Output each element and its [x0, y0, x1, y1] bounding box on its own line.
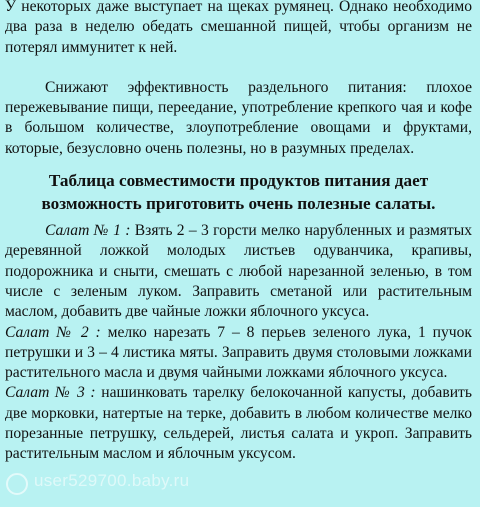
- intro-paragraph: У некоторых даже выступает на щеках румянец. Однако необходимо два раза в неделю обедать смешанной пищей, чтобы организм не потерял иммунитет к ней.: [5, 0, 472, 56]
- recipe-1-paragraph: [5, 221, 472, 322]
- recipe-2-paragraph: [5, 323, 472, 384]
- baby-ru-logo-icon: [6, 473, 28, 495]
- recipe-1-text: Взять 2 – 3 горсти мелко нарубленных и размятых деревянной ложкой молодых листьев одуванчика, крапивы, подорожника и сныти, смешать с любой нарезанной зеленью, в том числе с зеленым луком. Заправить сметаной или растительным маслом, добавить две чайные ложки яблочного уксуса.: [5, 222, 472, 321]
- salads-heading: Таблица совместимости продуктов питания дает возможность приготовить очень полезные салаты.: [41, 171, 436, 214]
- recipe-1-name: Салат № 1 :: [45, 222, 131, 240]
- recipe-3-name: Салат № 3 :: [5, 384, 96, 402]
- paragraph-spacer: [5, 58, 472, 78]
- recipe-3-text: нашинковать тарелку белокочанной капусты, добавить две морковки, натертые на терке, добавить в любом количестве мелко порезанные петрушку, сельдерей, листья салата и укроп. Заправить растительным маслом и яблочным уксусом.: [5, 384, 472, 463]
- reduce-effectiveness-paragraph: Снижают эффективность раздельного питания: плохое пережевывание пищи, переедание, употребление крепкого чая и кофе в большом количестве, злоупотребление овощами и фруктами, которые, безусловно очень полезны, но в разумных пределах.: [5, 78, 472, 157]
- recipe-2-text: мелко нарезать 7 – 8 перьев зеленого лука, 1 пучок петрушки и 3 – 4 листика мяты. Заправить двумя столовыми ложками растительного масла и двумя чайными ложками яблочного уксуса.: [5, 323, 472, 382]
- document-page: [5, 0, 472, 465]
- watermark-text: user529700.baby.ru: [34, 471, 190, 490]
- recipe-2-name: Салат № 2 :: [5, 323, 101, 341]
- recipe-3-paragraph: [5, 383, 472, 464]
